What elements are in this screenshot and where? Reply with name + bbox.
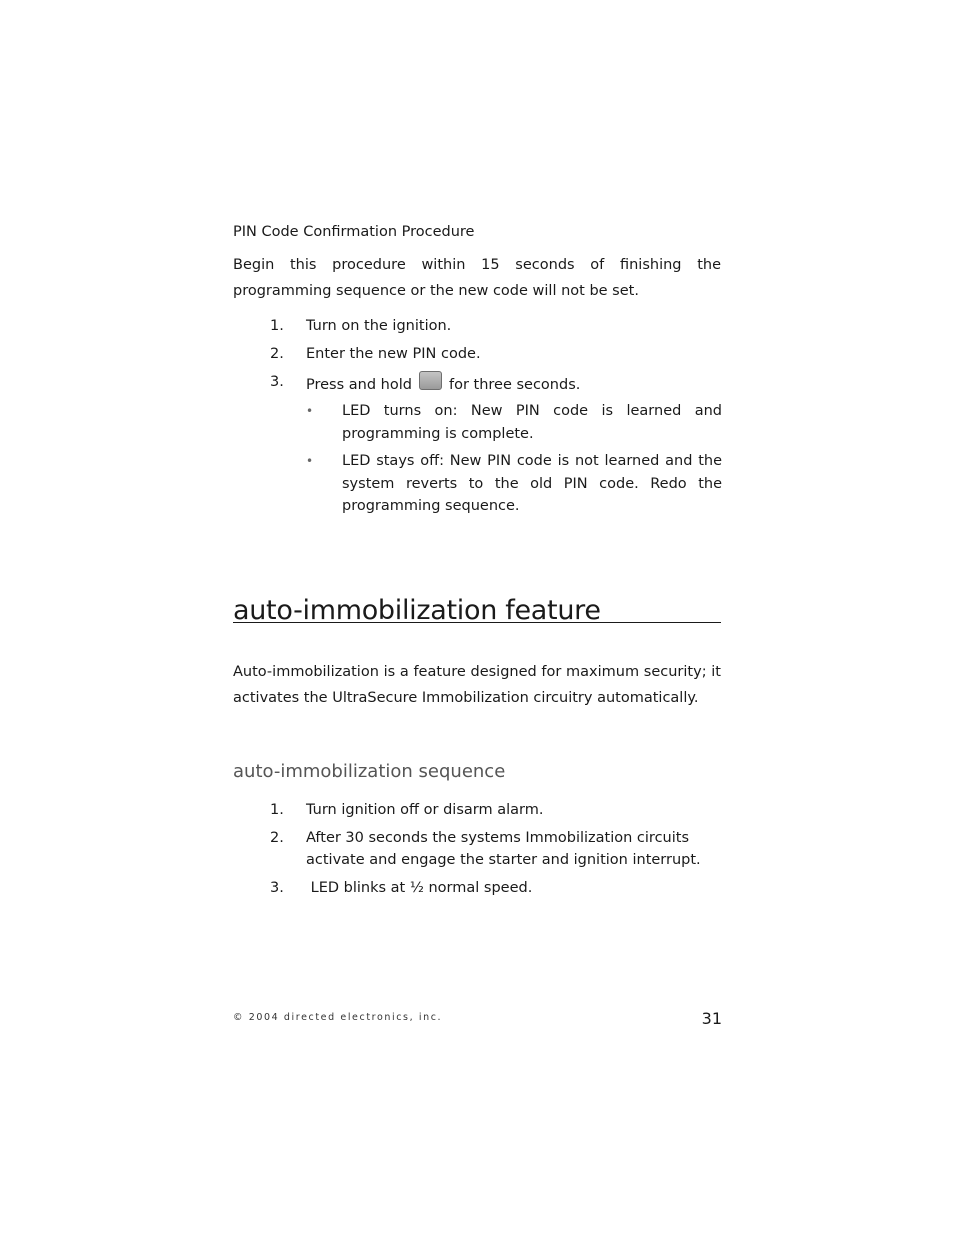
list-item	[270, 799, 730, 821]
list-item-text: Turn ignition off or disarm alarm.	[306, 802, 544, 818]
list-item-text: Enter the new PIN code.	[306, 346, 481, 362]
auto-immobilization-description: Auto-immobilization is a feature designed for maximum security; it activates the UltraSecure Immobilization circuitry automatically.	[233, 664, 721, 706]
list-item-text: LED blinks at ½ normal speed.	[306, 880, 533, 896]
remote-button-icon	[419, 371, 442, 390]
section-title: auto-immobilization feature	[233, 595, 601, 626]
list-item	[270, 371, 730, 393]
bullet-text: LED turns on: New PIN code is learned and programming is complete.	[342, 403, 722, 442]
list-item	[270, 827, 730, 873]
step-text-before-icon: Press and hold	[306, 377, 412, 393]
list-item-text-with-icon	[306, 371, 722, 396]
list-item-number: 2.	[270, 346, 284, 362]
pin-confirmation-intro: Begin this procedure within 15 seconds of finishing the programming sequence or the new code will not be set.	[233, 257, 721, 299]
list-item-number: 3.	[270, 374, 284, 390]
list-item	[270, 343, 730, 365]
list-item-number: 1.	[270, 318, 284, 334]
list-item-text: Turn on the ignition.	[306, 318, 452, 334]
list-item-number: 2.	[270, 830, 284, 846]
list-item	[270, 877, 730, 899]
title-underline	[233, 622, 721, 623]
bullet-item	[306, 450, 726, 520]
copyright-notice: © 2004 directed electronics, inc.	[233, 1012, 443, 1023]
list-item	[270, 315, 730, 337]
sequence-heading: auto-immobilization sequence	[233, 761, 506, 782]
bullet-dot-icon: •	[306, 404, 314, 418]
bullet-item	[306, 400, 726, 446]
list-item-number: 1.	[270, 802, 284, 818]
page-number: 31	[701, 1009, 722, 1028]
subheading-pin-confirmation: PIN Code Confirmation Procedure	[233, 224, 475, 240]
bullet-dot-icon: •	[306, 454, 314, 468]
list-item-text: After 30 seconds the systems Immobilization circuits activate and engage the starter and ignition interrupt.	[306, 830, 701, 868]
step-text-after-icon: for three seconds.	[448, 377, 581, 393]
bullet-text: LED stays off: New PIN code is not learned and the system reverts to the old PIN code. Redo the programming sequence.	[342, 453, 722, 514]
list-item-number: 3.	[270, 880, 284, 896]
